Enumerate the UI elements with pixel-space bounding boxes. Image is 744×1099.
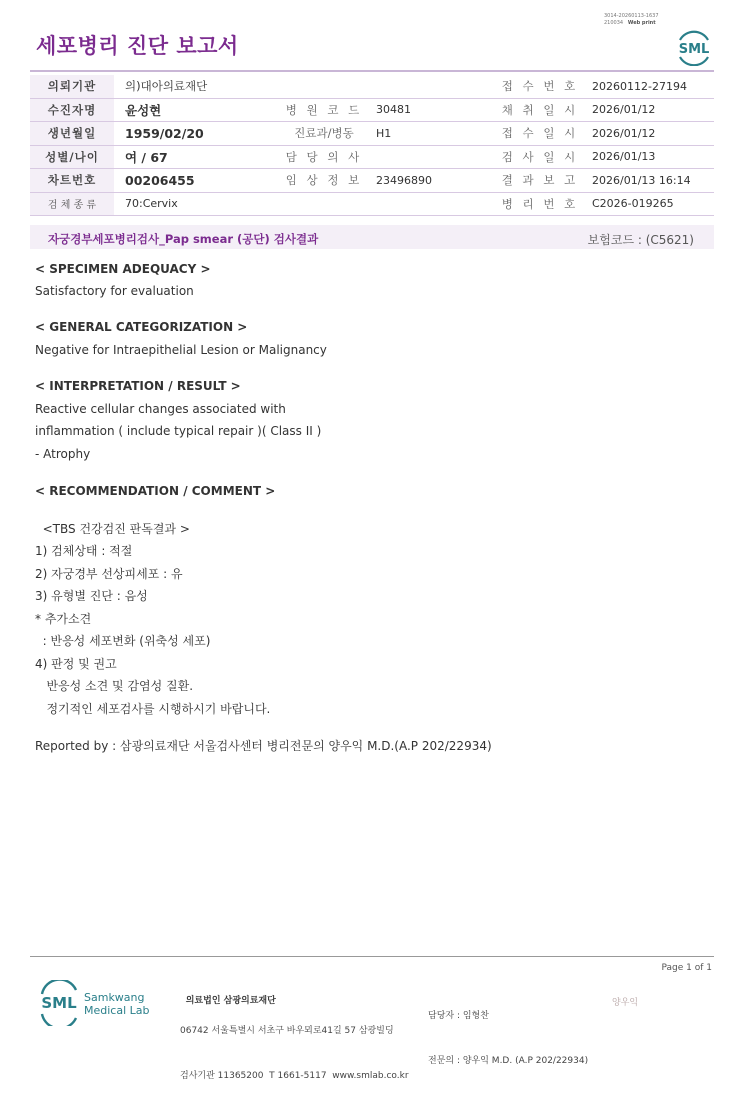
info-row <box>30 122 714 146</box>
label-pathology-number: 병 리 번 호 <box>499 192 581 216</box>
value-clinical-info: 23496890 <box>365 169 499 193</box>
footer-organization <box>180 979 409 1099</box>
value-chart-number: 00206455 <box>114 169 283 193</box>
recommendation-heading: < RECOMMENDATION / COMMENT > <box>35 484 276 498</box>
specialist-name: 양우익 M.D. (A.P 202/22934) <box>462 1056 589 1066</box>
recommendation-line: 2) 자궁경부 선상피세포 : 유 <box>35 567 183 581</box>
label-patient-name: 수진자명 <box>30 98 114 122</box>
value-report-date: 2026/01/13 16:14 <box>581 169 714 193</box>
label-report-date: 결 과 보 고 <box>499 169 581 193</box>
label-sex-age: 성별/나이 <box>30 145 114 169</box>
value-pathology-number: C2026-019265 <box>581 192 714 216</box>
reported-by: Reported by : 삼광의료재단 서울검사센터 병리전문의 양우익 M.D.(A.P 202/22934) <box>35 739 492 753</box>
recommendation-line: 1) 검체상태 : 적절 <box>35 544 133 558</box>
info-row <box>30 192 714 216</box>
category-heading: < GENERAL CATEGORIZATION > <box>35 320 248 334</box>
label-receipt-date: 접 수 일 시 <box>499 122 581 146</box>
patient-info-table <box>30 75 714 216</box>
print-meta <box>604 13 659 27</box>
sml-logo-text: SML <box>678 42 710 57</box>
test-name: 자궁경부세포병리검사_Pap smear (공단) 검사결과 <box>48 232 319 246</box>
value-requesting-institution: 의)대아의료재단 <box>114 75 283 98</box>
samkwang-logo-icon <box>38 980 158 1026</box>
label-physician: 담 당 의 사 <box>283 145 365 169</box>
info-row <box>30 145 714 169</box>
label-clinical-info: 임 상 정 보 <box>283 169 365 193</box>
value-physician <box>365 145 499 169</box>
adequacy-heading: < SPECIMEN ADEQUACY > <box>35 262 211 276</box>
recommendation-line: 정기적인 세포검사를 시행하시기 바랍니다. <box>35 702 271 716</box>
info-row <box>30 98 714 122</box>
value-collection-date: 2026/01/12 <box>581 98 714 122</box>
footer-logo-name1: Samkwang <box>84 991 145 1004</box>
sml-logo-icon <box>672 26 716 66</box>
value-patient-name: 윤성현 <box>114 98 283 122</box>
recommendation-line: : 반응성 세포변화 (위축성 세포) <box>35 634 211 648</box>
label-accession-number: 접 수 번 호 <box>499 75 581 98</box>
print-meta-line2: 210034 <box>604 20 624 26</box>
value-sex-age: 여 / 67 <box>114 145 283 169</box>
web-print-label: Web print <box>627 20 656 26</box>
value-birth-date: 1959/02/20 <box>114 122 283 146</box>
footer-logo-text: SML <box>41 994 77 1012</box>
value-department: H1 <box>365 122 499 146</box>
label-specimen-type: 검 체 종 류 <box>30 192 114 216</box>
category-text: Negative for Intraepithelial Lesion or Malignancy <box>35 343 327 357</box>
label-requesting-institution: 의뢰기관 <box>30 75 114 98</box>
recommendation-line: 반응성 소견 및 감염성 질환. <box>35 679 194 693</box>
label-test-date: 검 사 일 시 <box>499 145 581 169</box>
recommendation-line: 3) 유형별 진단 : 음성 <box>35 589 148 603</box>
recommendation-line: <TBS 건강검진 판독결과 > <box>35 522 190 536</box>
value-receipt-date: 2026/01/12 <box>581 122 714 146</box>
signature: 양우익 <box>612 998 639 1008</box>
insurance-code: 보험코드 : (C5621) <box>587 233 694 247</box>
label-collection-date: 채 취 일 시 <box>499 98 581 122</box>
info-row <box>30 169 714 193</box>
footer-contact: 검사기관 11365200 T 1661-5117 www.smlab.co.kr <box>180 1071 409 1081</box>
footer-logo-name2: Medical Lab <box>84 1004 150 1017</box>
footer-org-name: 의료법인 삼광의료재단 <box>185 996 276 1006</box>
label-hospital-code: 병 원 코 드 <box>283 98 365 122</box>
specialist-label: 전문의 : <box>428 1056 460 1066</box>
label-department: 진료과/병동 <box>294 126 354 141</box>
interpretation-line: - Atrophy <box>35 447 91 461</box>
manager-name: 임형찬 <box>462 1011 489 1021</box>
value-specimen-type: 70:Cervix <box>114 192 283 216</box>
label-birth-date: 생년월일 <box>30 122 114 146</box>
manager-label: 담당자 : <box>428 1011 460 1021</box>
page-number: Page 1 of 1 <box>661 963 712 973</box>
label-chart-number: 차트번호 <box>30 169 114 193</box>
print-meta-line1: 3014-20260113-1637 <box>604 13 659 19</box>
footer-address: 06742 서울특별시 서초구 바우뫼로41길 57 삼광빌딩 <box>180 1026 394 1036</box>
value-test-date: 2026/01/13 <box>581 145 714 169</box>
header-divider <box>30 70 714 72</box>
report-title: 세포병리 진단 보고서 <box>36 34 239 58</box>
adequacy-text: Satisfactory for evaluation <box>35 284 194 298</box>
info-row <box>30 75 714 98</box>
interpretation-heading: < INTERPRETATION / RESULT > <box>35 379 241 393</box>
value-accession-number: 20260112-27194 <box>581 75 714 98</box>
value-hospital-code: 30481 <box>365 98 499 122</box>
recommendation-line: * 추가소견 <box>35 612 92 626</box>
footer-divider <box>30 956 714 957</box>
recommendation-line: 4) 판정 및 권고 <box>35 657 117 671</box>
interpretation-line: inflammation ( include typical repair )( Class II ) <box>35 424 322 438</box>
interpretation-line: Reactive cellular changes associated with <box>35 402 286 416</box>
footer-staff <box>428 979 588 1084</box>
